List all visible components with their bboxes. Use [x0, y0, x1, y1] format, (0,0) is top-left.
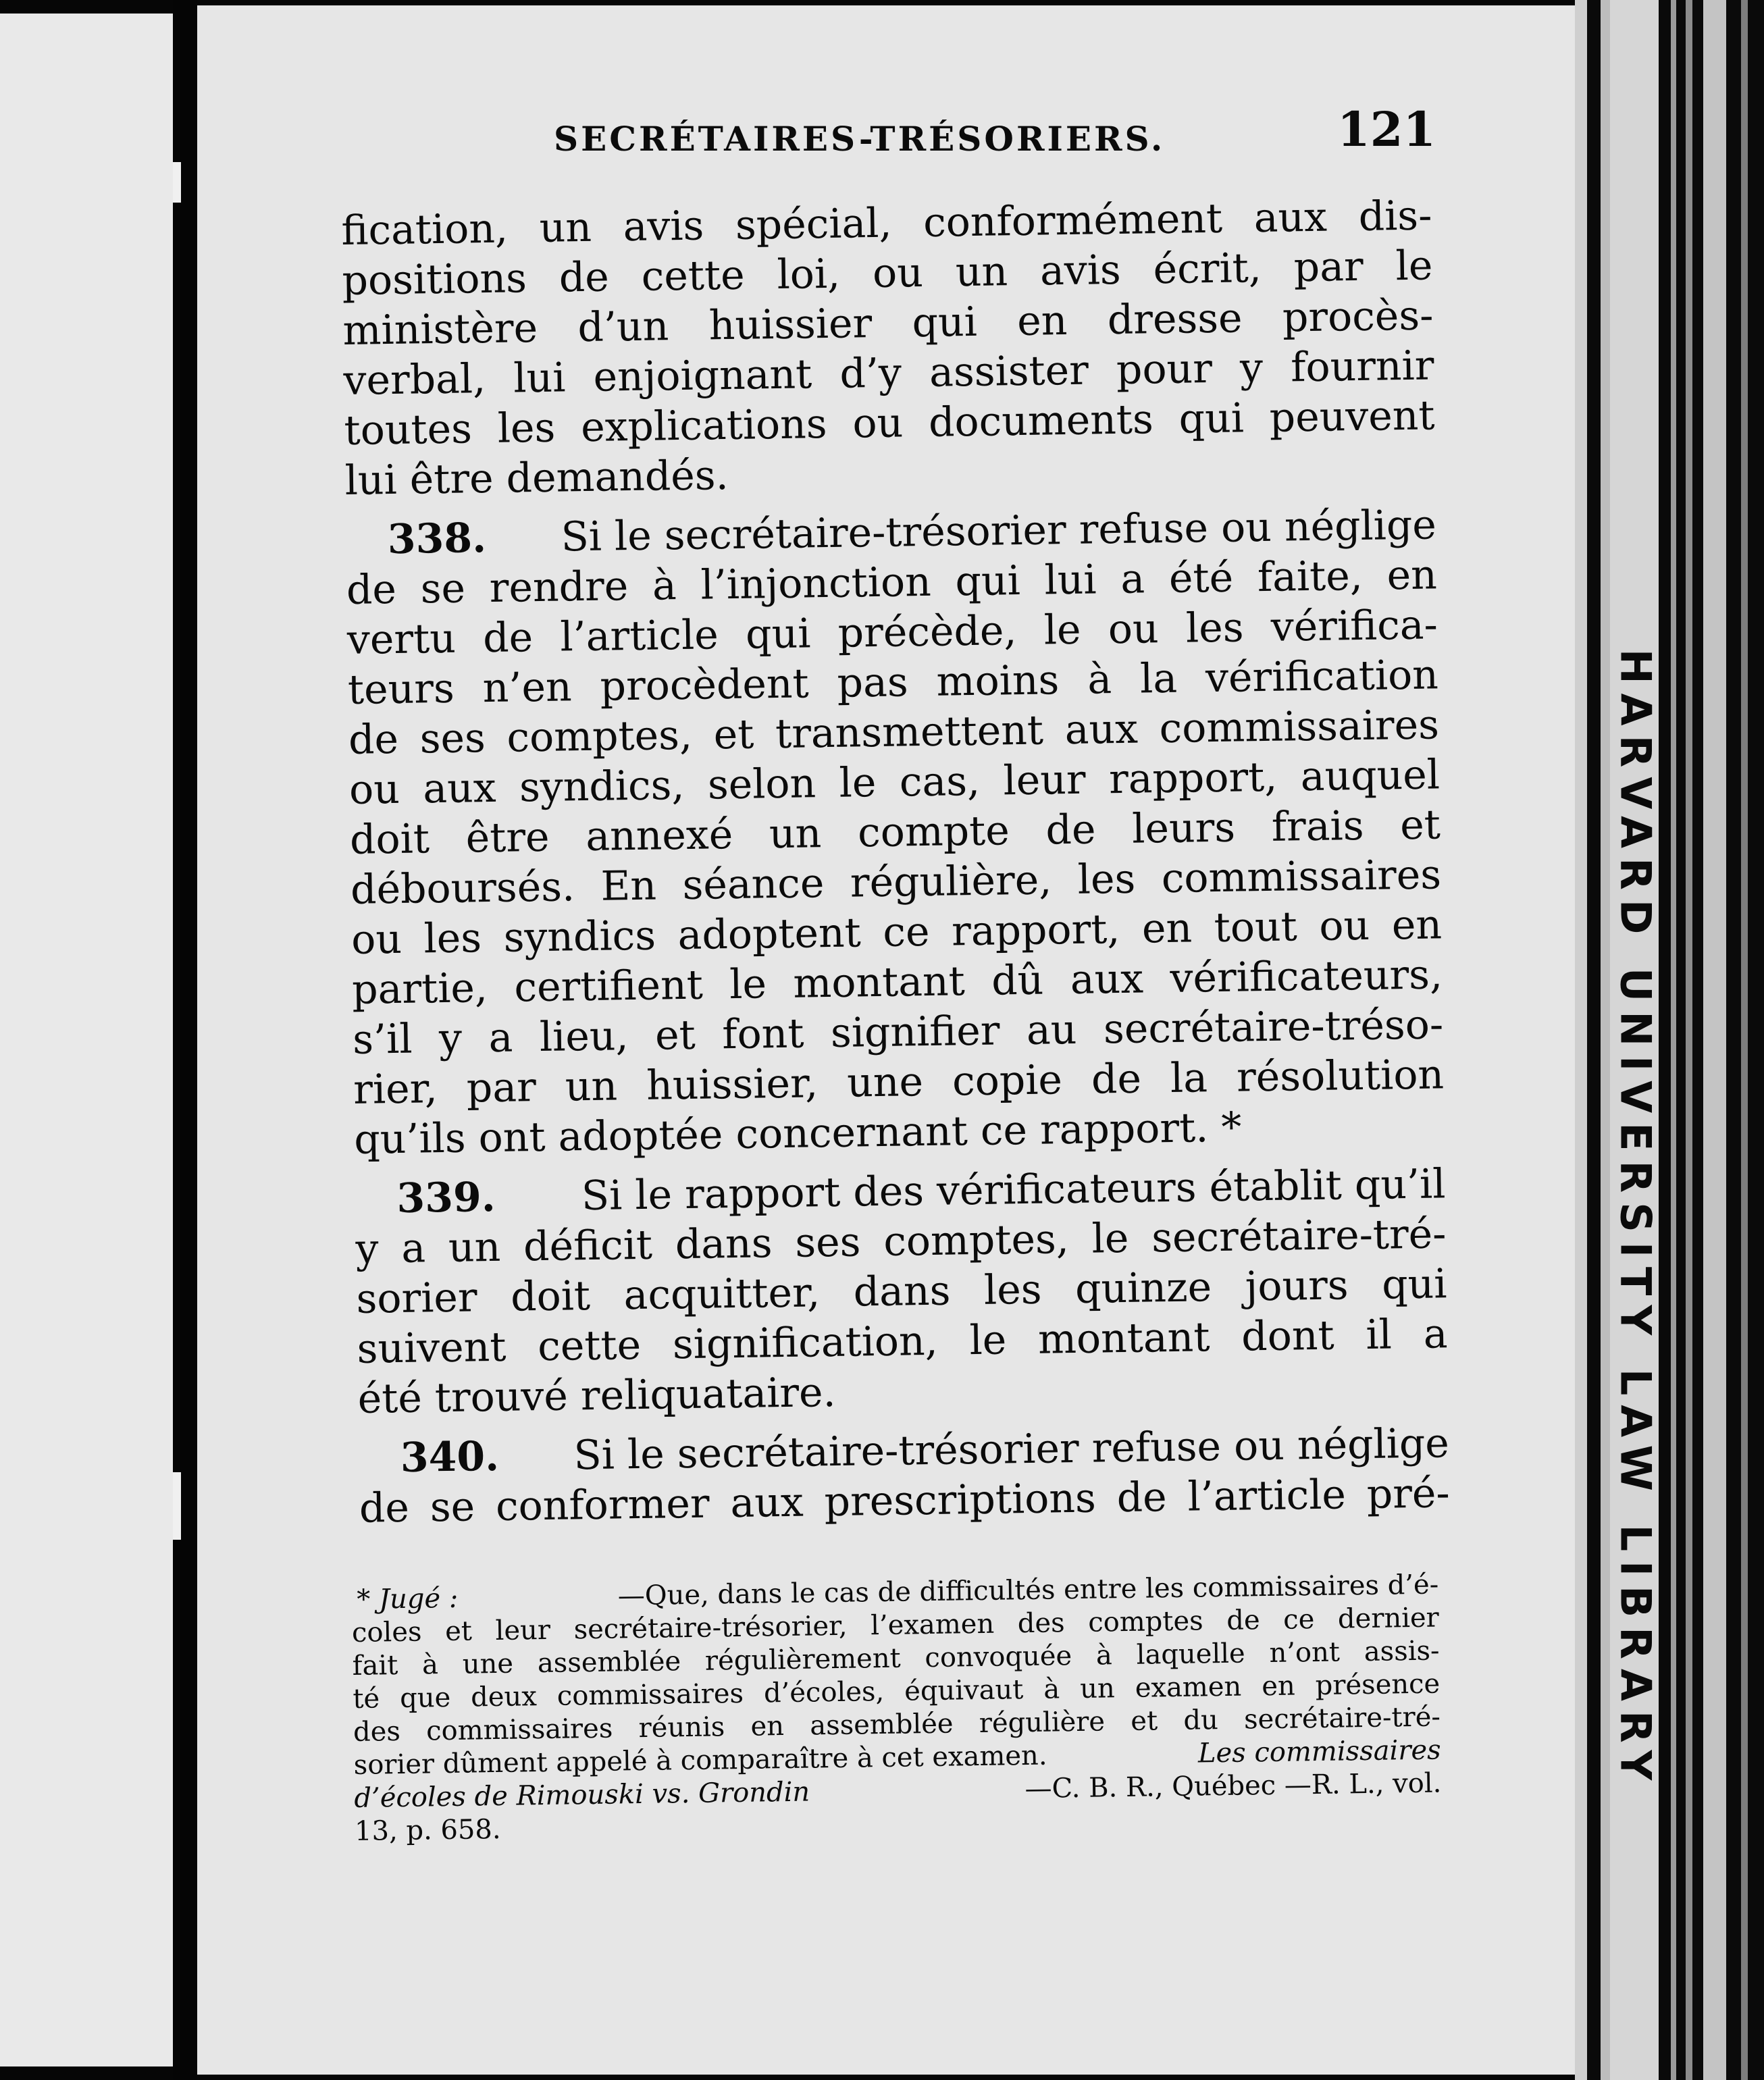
article-text: Si le secrétaire-trésorier refuse ou néglige — [573, 1420, 1450, 1480]
article-number: 340. — [400, 1432, 500, 1482]
text-line: partie, certifient le montant dû aux vérificateurs, — [351, 951, 1443, 1014]
body-text — [341, 190, 1450, 1533]
text-line: doit être annexé un compte de leurs frais et — [349, 801, 1441, 864]
text-line: ministère d’un huissier qui en dresse procès- — [342, 292, 1434, 355]
case-name: Les commissaires — [1197, 1734, 1441, 1769]
text-line: s’il y a lieu, et font signifier au secrétaire-tréso- — [352, 1001, 1444, 1064]
text-line: toutes les explications ou documents qui peuvent — [344, 392, 1435, 454]
page-edges — [1575, 0, 1764, 2080]
article-text: Si le rapport des vérificateurs établit qu’il — [581, 1160, 1446, 1220]
edge-strip — [1703, 0, 1726, 2080]
text-line: été trouvé reliquataire. — [357, 1368, 837, 1423]
text-line: fication, un avis spécial, conformément aux dis- — [341, 192, 1432, 255]
text-line: vertu de l’article qui précède, le ou les vérifica- — [346, 601, 1438, 664]
article-number: 339. — [396, 1173, 496, 1222]
edge-strip — [1575, 0, 1587, 2080]
spine-label: HARVARD UNIVERSITY LAW LIBRARY — [1611, 648, 1661, 1790]
text-line: teurs n’en procèdent pas moins à la vérification — [347, 651, 1439, 714]
text-line: verbal, lui enjoignant d’y assister pour y fournir — [343, 342, 1434, 405]
left-gutter — [173, 0, 197, 2080]
footnote-line: fait à une assemblée régulièrement convoquée à laquelle n’ont assis- — [352, 1635, 1440, 1682]
text-line: suivent cette signification, le montant dont il a — [357, 1310, 1448, 1373]
text-line: rier, par un huissier, une copie de la résolution — [353, 1051, 1445, 1114]
spine-stamp — [1611, 648, 1661, 1790]
footnote-line: té que deux commissaires d’écoles, équivaut à un examen en présence — [353, 1668, 1441, 1715]
edge-strip — [1671, 0, 1676, 2080]
gutter-tick — [173, 162, 181, 203]
text-line: de se conformer aux prescriptions de l’article pré- — [359, 1470, 1451, 1532]
text-line: y a un déficit dans ses comptes, le secrétaire-tré- — [355, 1210, 1447, 1273]
text-line: déboursés. En séance régulière, les commissaires — [350, 851, 1442, 914]
article-number: 338. — [387, 515, 487, 564]
case-name: d’écoles de Rimouski vs. Grondin — [354, 1776, 810, 1814]
footnote-text: —Que, dans le cas de difficultés entre les commissaires d’é- — [617, 1569, 1439, 1612]
text-line: qu’ils ont adoptée concernant ce rapport. * — [353, 1103, 1242, 1164]
footnote-line: des commissaires réunis en assemblée régulière et du secrétaire-tré- — [353, 1701, 1441, 1748]
article-text: Si le secrétaire-trésorier refuse ou néglige — [561, 501, 1437, 561]
footnote-text: sorier dûment appelé à comparaître à cet examen. — [353, 1740, 1047, 1781]
text-line: positions de cette loi, ou un avis écrit, par le — [342, 242, 1433, 305]
text-line: ou aux syndics, selon le cas, leur rapport, auquel — [348, 751, 1441, 814]
left-facing-page — [0, 14, 173, 2066]
footnote-marker: * Jugé : — [357, 1582, 459, 1615]
edge-strip — [1686, 0, 1692, 2080]
citation: —C. B. R., Québec —R. L., vol. — [1024, 1767, 1442, 1805]
gutter-tick — [173, 1472, 181, 1540]
edge-strip — [1601, 0, 1610, 2080]
footnote-line: coles et leur secrétaire-trésorier, l’examen des comptes de ce dernier — [351, 1602, 1440, 1648]
text-line: lui être demandés. — [344, 452, 729, 504]
edge-strip — [1741, 0, 1748, 2080]
running-title: SECRÉTAIRES-TRÉSORIERS. — [554, 119, 1166, 159]
footnote — [351, 1569, 1442, 1848]
page-number: 121 — [1337, 101, 1436, 157]
text-line: ou les syndics adoptent ce rapport, en tout ou en — [351, 901, 1443, 964]
text-line: sorier doit acquitter, dans les quinze jours qui — [356, 1260, 1447, 1323]
text-line: de ses comptes, et transmettent aux commissaires — [348, 701, 1440, 764]
footnote-line: 13, p. 658. — [354, 1813, 501, 1847]
text-line: de se rendre à l’injonction qui lui a été faite, en — [346, 551, 1438, 614]
